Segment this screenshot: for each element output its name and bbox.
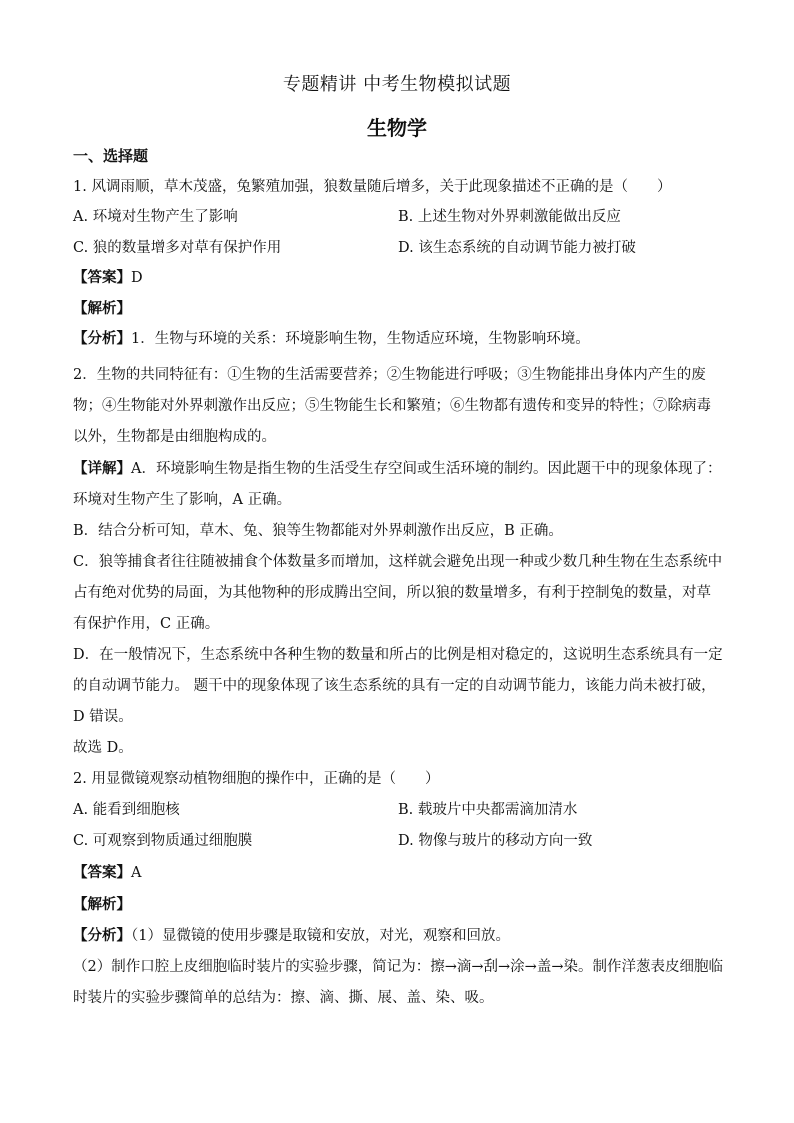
q1-stem: 1. 风调雨顺，草木茂盛，兔繁殖加强，狼数量随后增多，关于此现象描述不正确的是（ ） <box>73 178 672 195</box>
q2-options <box>73 795 723 857</box>
q1-option-d: D. 该生态系统的自动调节能力被打破 <box>398 239 636 256</box>
q1-fenxi-2: 2．生物的共同特征有：①生物的生活需要营养；②生物能进行呼吸；③生物能排出身体内产生的废物；④生物能对外界刺激作出反应；⑤生物能生长和繁殖；⑥生物都有遗传和变异的特性；⑦除病毒以外，生物都是由细胞构成的。 <box>73 366 711 445</box>
q2-answer <box>73 857 723 889</box>
q2-option-b: B. 载玻片中央都需滴加清水 <box>398 801 578 818</box>
q1-option-c: C. 狼的数量增多对草有保护作用 <box>73 239 282 256</box>
q1-conclusion: 故选 D。 <box>73 739 133 756</box>
answer-value: A <box>131 864 142 881</box>
answer-tag: 【答案】 <box>73 269 131 286</box>
q1-xiangjie-d: D．在一般情况下，生态系统中各种生物的数量和所占的比例是相对稳定的，这说明生态系统具有一定的自动调节能力。 题干中的现象体现了该生态系统的具有一定的自动调节能力，该能力尚未被打破，D 错误。 <box>73 646 723 725</box>
fenxi-text: 1．生物与环境的关系：环境影响生物，生物适应环境，生物影响环境。 <box>131 331 590 347</box>
q2-option-d: D. 物像与玻片的移动方向一致 <box>398 832 593 849</box>
q2-fenxi-1 <box>73 920 723 952</box>
q1-option-a: A. 环境对生物产生了影响 <box>73 209 238 225</box>
q2-stem: 2. 用显微镜观察动植物细胞的操作中，正确的是（ ） <box>73 770 440 787</box>
section-heading: 一、选择题 <box>73 147 149 165</box>
q1-analysis-heading: 【解析】 <box>73 299 131 317</box>
q2-option-c: C. 可观察到物质通过细胞膜 <box>73 832 253 849</box>
q1-fenxi-1 <box>73 329 723 349</box>
answer-value: D <box>131 270 143 286</box>
fenxi-tag: 【分析】 <box>73 330 131 347</box>
q1-answer <box>73 268 723 288</box>
page-title: 生物学 <box>367 116 427 140</box>
xiangjie-text: A．环境影响生物是指生物的生活受生存空间或生活环境的制约。因此题干中的现象体现了：环境对生物产生了影响，A 正确。 <box>73 460 722 508</box>
q1-options <box>73 207 723 268</box>
q1-xiangjie-b: B．结合分析可知，草木、兔、狼等生物都能对外界刺激作出反应，B 正确。 <box>73 522 563 539</box>
q1-xiangjie-c: C．狼等捕食者往往随被捕食个体数量多而增加，这样就会避免出现一种或少数几种生物在生态系统中占有绝对优势的局面，为其他物种的形成腾出空间，所以狼的数量增多，有利于控制兔的数量，对草有保护作用，C 正确。 <box>73 553 723 632</box>
q2-option-a: A. 能看到细胞核 <box>73 801 180 818</box>
q2-analysis-heading: 【解析】 <box>73 895 131 913</box>
page-header: 专题精讲 中考生物模拟试题 <box>282 74 512 95</box>
q1-xiangjie-a <box>73 453 723 516</box>
xiangjie-tag: 【详解】 <box>73 459 131 477</box>
q2-fenxi-2: （2）制作口腔上皮细胞临时装片的实验步骤，简记为：擦→滴→刮→涂→盖→染。制作洋葱表皮细胞临时装片的实验步骤简单的总结为：擦、滴、撕、展、盖、染、吸。 <box>73 958 723 1006</box>
fenxi-tag: 【分析】 <box>73 926 131 944</box>
q1-option-b: B. 上述生物对外界刺激能做出反应 <box>398 209 621 225</box>
content <box>73 146 723 1014</box>
answer-tag: 【答案】 <box>73 863 131 881</box>
fenxi-text: （1）显微镜的使用步骤是取镜和安放，对光，观察和回放。 <box>131 927 510 944</box>
